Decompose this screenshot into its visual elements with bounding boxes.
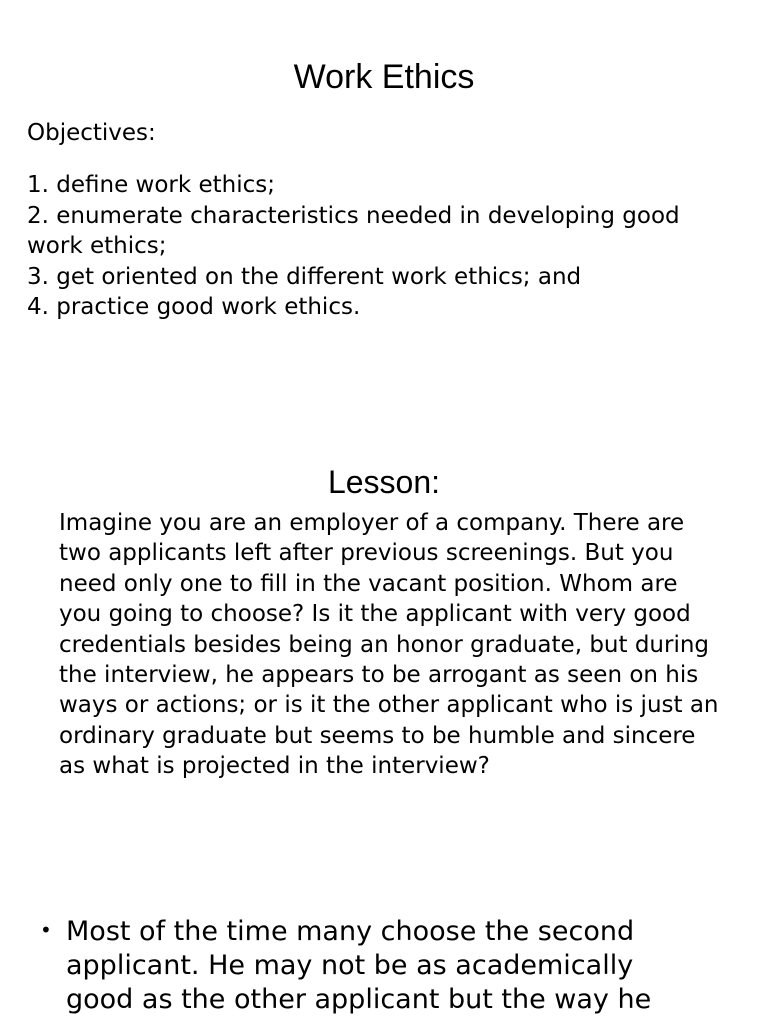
objective-item: 3. get oriented on the different work ethics; and: [27, 263, 582, 290]
objective-item: 4. practice good work ethics.: [27, 294, 361, 320]
objective-item: 1. define work ethics;: [27, 172, 276, 198]
bullet-dot-icon: •: [40, 918, 52, 942]
bullet-text: Most of the time many choose the second applicant. He may not be as academically good as the other applicant but the way he: [66, 916, 652, 1015]
objectives-list: [27, 170, 727, 323]
objectives-label: Objectives:: [27, 120, 156, 146]
lesson-paragraph: Imagine you are an employer of a company. There are two applicants left after previous screenings. But you need only one to fill in the vacant position. Whom are you going to choose? Is it the applicant with very good credentials besides being an honor graduate, but during the interview, he appears to be arrogant as seen on his ways or actions; or is it the other applicant who is just an ordinary graduate but seems to be humble and sincere as what is projected in the interview?: [59, 510, 719, 780]
lesson-heading: Lesson:: [327, 464, 441, 500]
page-title: Work Ethics: [293, 58, 475, 96]
objective-item: 2. enumerate characteristics needed in developing good work ethics;: [27, 202, 680, 259]
